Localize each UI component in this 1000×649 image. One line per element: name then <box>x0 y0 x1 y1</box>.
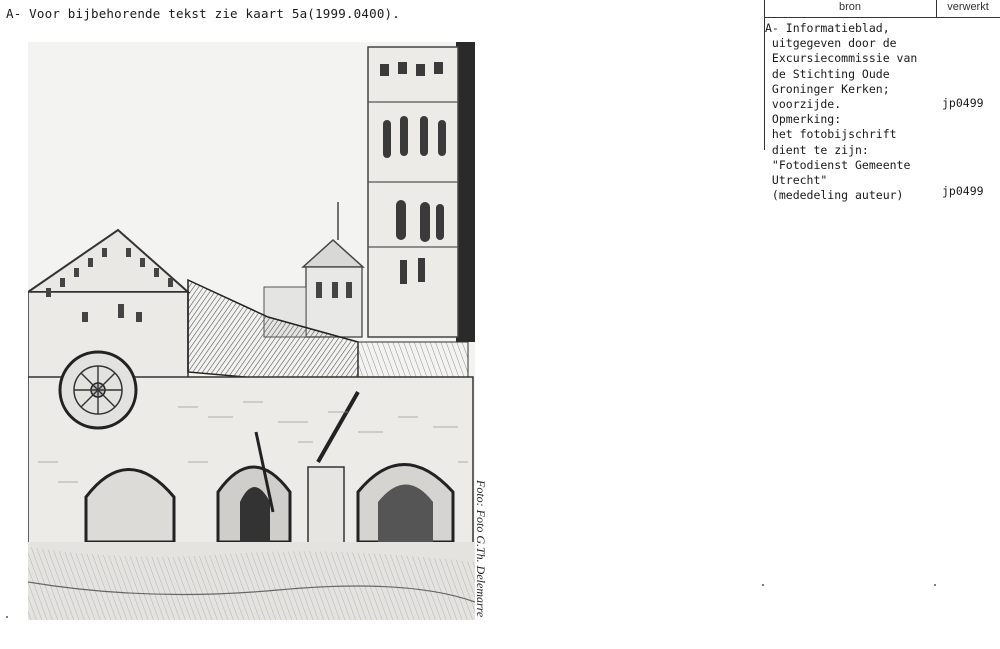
bron-entry: A- Informatieblad, uitgegeven door de Excursiecommissie van de Stichting Oude Groninger Kerken; voorzijde. Opmerking: het fotobijschrift dient te zijn: "Fotodienst Gemeente Utrecht" (mededeling auteur) <box>765 21 918 203</box>
column-header-verwerkt: verwerkt <box>936 0 1000 18</box>
church-drawing-photo <box>28 42 475 620</box>
scan-speck <box>934 584 936 586</box>
scan-speck <box>762 584 764 586</box>
header-note: A- Voor bijbehorende tekst zie kaart 5a(1999.0400). <box>6 6 401 21</box>
table-header <box>764 0 1000 18</box>
table-column-divider <box>936 0 937 18</box>
verwerkt-entry-1: jp0499 <box>942 96 984 110</box>
column-header-bron: bron <box>764 0 936 18</box>
photo-credit: Foto: Foto G.Th. Delemarre <box>474 480 488 618</box>
verwerkt-entry-2: jp0499 <box>942 184 984 198</box>
scan-speck <box>6 616 8 618</box>
